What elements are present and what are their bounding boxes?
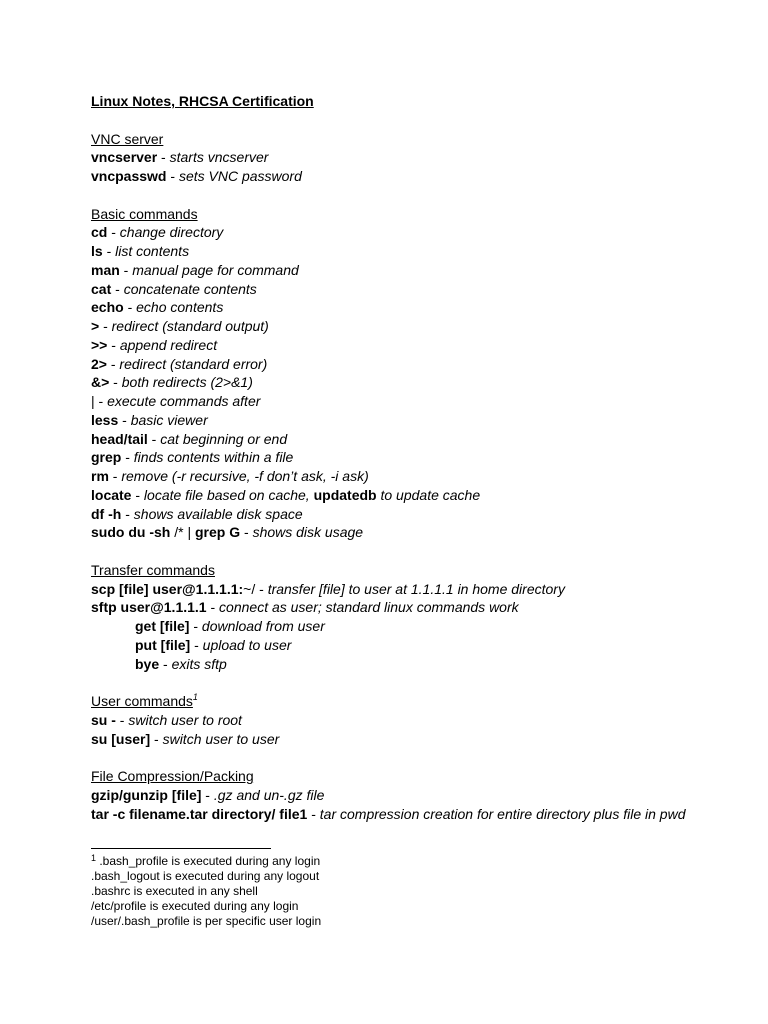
description: both redirects (2>&1) [121, 374, 253, 391]
separator: - [131, 486, 144, 503]
description: basic viewer [130, 411, 208, 428]
command: locate [91, 486, 132, 503]
separator: - [206, 599, 220, 616]
footnote-divider [91, 848, 271, 849]
section-heading-vnc: VNC server [91, 130, 164, 147]
entry-scp [91, 580, 751, 599]
entry-su-root [91, 711, 751, 730]
notes-body [91, 92, 751, 823]
entry-su-user [91, 730, 751, 749]
description: locate file based on cache, [143, 486, 314, 503]
command: &> [91, 374, 110, 391]
footnotes [91, 854, 321, 929]
command-path: ~/ [243, 580, 256, 597]
separator: - [102, 243, 116, 259]
footnote-line: /user/.bash_profile is per specific user login [91, 914, 322, 928]
footnote-reference[interactable]: 1 [192, 692, 198, 702]
description: connect as user; standard linux commands work [219, 599, 519, 616]
entry-redirect [91, 317, 751, 336]
description: starts vncserver [169, 149, 269, 166]
entry-man [91, 261, 751, 280]
command: df -h [91, 505, 122, 522]
description: echo contents [136, 299, 224, 316]
section-heading-user-wrap [91, 692, 751, 711]
entry-grep [91, 448, 751, 467]
section-heading-compression: File Compression/Packing [91, 768, 254, 784]
description: exits sftp [171, 655, 227, 672]
description: redirect (standard error) [119, 355, 268, 372]
description: shows disk usage [252, 524, 364, 541]
footnote-text: .bash_profile is executed during any login [96, 854, 321, 868]
command: su [user] [91, 730, 151, 747]
command: less [91, 411, 119, 428]
entry-append-redirect [91, 336, 751, 355]
separator: - [121, 449, 134, 466]
separator: - [107, 336, 120, 353]
separator: - [107, 224, 120, 241]
entry-head-tail [91, 430, 751, 449]
entry-locate [91, 486, 751, 505]
section-heading-basic: Basic commands [91, 205, 198, 222]
entry-ls [91, 242, 751, 261]
command: su - [91, 711, 116, 728]
footnote-mark: 1 [91, 853, 97, 863]
separator: - [121, 505, 134, 522]
separator: - [157, 149, 170, 166]
description: finds contents within a file [133, 449, 294, 466]
entry-pipe [91, 392, 751, 411]
command: head/tail [91, 430, 148, 447]
separator: - [307, 805, 320, 822]
command: 2> [91, 355, 107, 372]
entry-less [91, 411, 751, 430]
description: switch user to user [162, 730, 280, 747]
separator: - [118, 411, 131, 428]
entry-cd [91, 223, 751, 242]
command: get [file] [135, 618, 190, 634]
command: echo [91, 299, 124, 316]
separator: - [109, 374, 122, 391]
separator: - [123, 299, 137, 316]
separator: - [150, 730, 163, 747]
entry-df [91, 505, 751, 524]
command: scp [file] user@1.1.1.1: [91, 580, 244, 597]
command: ls [91, 243, 103, 259]
separator: - [94, 393, 108, 409]
entry-sftp [91, 598, 751, 617]
separator: - [108, 468, 122, 484]
description: manual page for command [132, 261, 299, 278]
description: sets VNC password [178, 168, 302, 184]
footnote-line: /etc/profile is executed during any login [91, 899, 299, 913]
description: change directory [119, 224, 224, 241]
command: vncpasswd [91, 168, 167, 184]
separator: - [115, 711, 129, 728]
description: redirect (standard output) [111, 318, 269, 334]
entry-sftp-put [91, 636, 751, 655]
separator: - [189, 618, 202, 634]
separator: - [201, 786, 214, 803]
command: > [91, 318, 100, 334]
section-heading-transfer: Transfer commands [91, 561, 215, 578]
entry-echo [91, 298, 751, 317]
separator: - [255, 580, 268, 597]
description: upload to user [202, 636, 292, 653]
entry-du [91, 523, 751, 542]
command: put [file] [135, 636, 191, 653]
description: shows available disk space [133, 505, 303, 522]
description: transfer [file] to user at 1.1.1.1 in home directory [267, 580, 565, 597]
separator: - [240, 524, 253, 541]
command: cd [91, 224, 108, 241]
description: .gz and un-.gz file [213, 786, 325, 803]
document-title: Linux Notes, RHCSA Certification [91, 93, 314, 109]
command-updatedb: updatedb [313, 486, 377, 503]
entry-gzip [91, 786, 751, 805]
separator: - [159, 655, 172, 672]
command: sftp user@1.1.1.1 [91, 599, 207, 616]
command: cat [91, 280, 112, 297]
description: list contents [115, 243, 190, 259]
separator: - [111, 280, 124, 297]
separator: - [99, 318, 112, 334]
command: >> [91, 336, 108, 353]
command: rm [91, 468, 109, 484]
description-updatedb: to update cache [376, 486, 481, 503]
footnote-line [91, 854, 321, 869]
entry-tar [91, 805, 751, 824]
section-heading-user: User commands [91, 693, 193, 709]
command: | [91, 393, 95, 409]
entry-vncserver [91, 148, 751, 167]
entry-stderr-redirect [91, 355, 751, 374]
separator: - [106, 355, 120, 372]
description: execute commands after [107, 393, 261, 409]
description: switch user to root [128, 711, 242, 728]
command-grep: grep G [194, 524, 241, 541]
separator: - [166, 168, 179, 184]
description: append redirect [119, 336, 218, 353]
entry-cat [91, 280, 751, 299]
command: grep [91, 449, 122, 466]
command: gzip/gunzip [file] [91, 786, 202, 803]
description: concatenate contents [123, 280, 257, 297]
command: man [91, 261, 120, 278]
command: tar -c filename.tar directory/ file1 [91, 805, 308, 822]
description: remove (-r recursive, -f don’t ask, -i ask) [121, 468, 369, 484]
separator: - [190, 636, 203, 653]
separator: - [147, 430, 161, 447]
command: bye [135, 655, 160, 672]
entry-sftp-get [91, 617, 751, 636]
command: vncserver [91, 149, 158, 166]
command: sudo du -sh [91, 524, 171, 541]
description: tar compression creation for entire directory plus file in pwd [319, 805, 686, 822]
description: cat beginning or end [160, 430, 288, 447]
entry-sftp-bye [91, 655, 751, 674]
footnote-line: .bashrc is executed in any shell [91, 884, 258, 898]
entry-rm [91, 467, 751, 486]
entry-vncpasswd [91, 167, 751, 186]
command-args: /* | [170, 524, 195, 541]
footnote-line: .bash_logout is executed during any logout [91, 869, 320, 883]
entry-both-redirects [91, 373, 751, 392]
separator: - [119, 261, 133, 278]
description: download from user [201, 618, 325, 634]
